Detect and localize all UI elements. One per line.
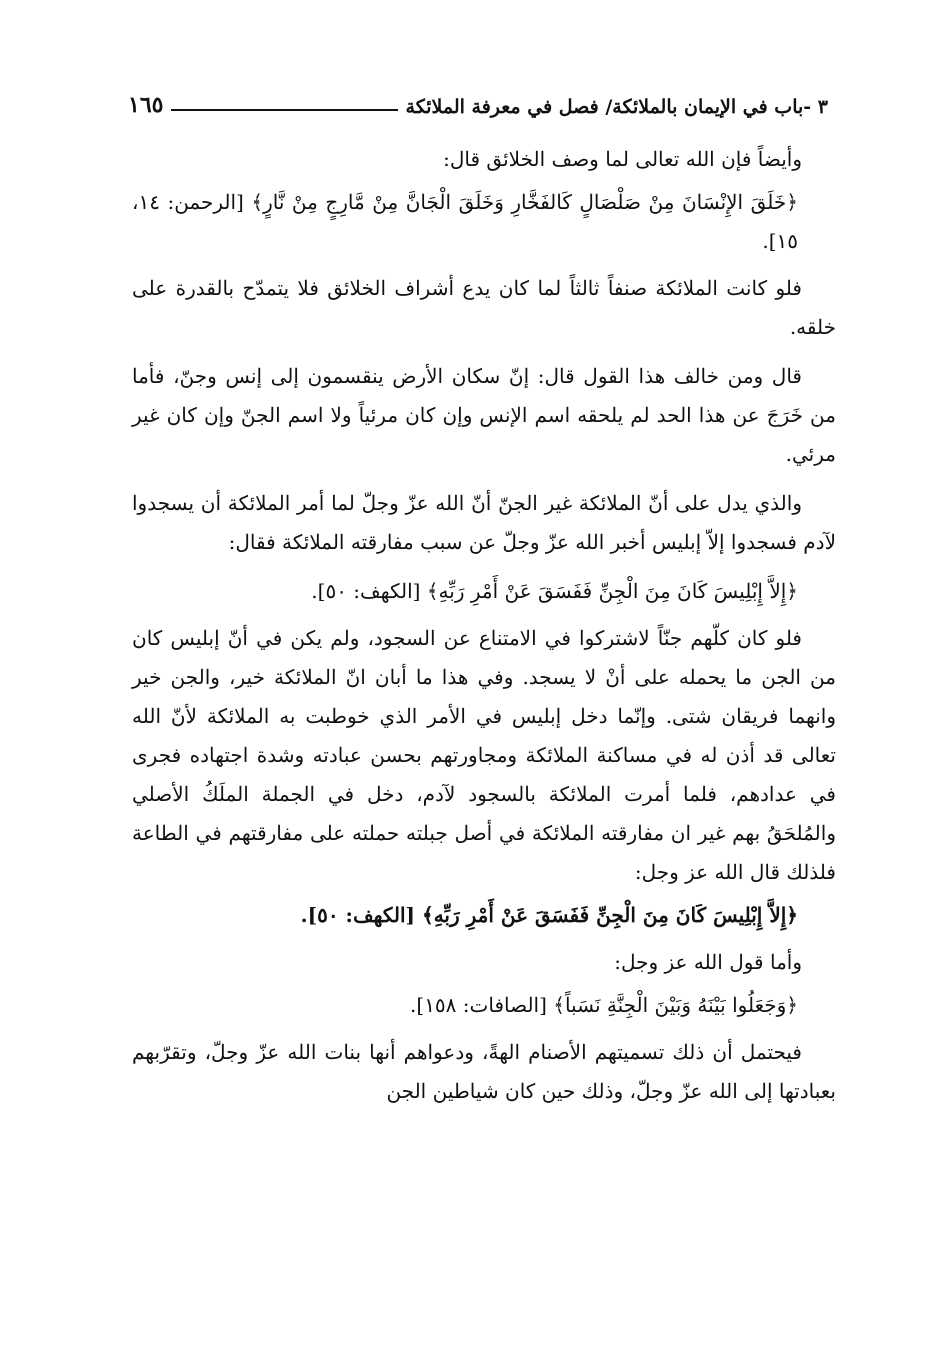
page-number: ١٦٥: [128, 92, 164, 118]
paragraph: قال ومن خالف هذا القول قال: إنّ سكان الأرض ينقسمون إلى إنس وجنّ، فأما من خَرَجَ عن هذا الحد لم يلحقه اسم الإنس وإن كان مرئياً ولا اسم الجنّ وإن كان غير مرئي.: [132, 364, 836, 466]
paragraph: وأيضاً فإن الله تعالى لما وصف الخلائق قال:: [443, 147, 802, 171]
header-rule: [171, 109, 397, 111]
paragraph: فيحتمل أن ذلك تسميتهم الأصنام الهةً، ودعواهم أنها بنات الله عزّ وجلّ، وتقرّبهم بعبادتها إلى الله عزّ وجلّ، وذلك حين كان شياطين الجن: [132, 1040, 836, 1103]
chapter-title: ٣ -باب في الإيمان بالملائكة/ فصل في معرفة الملائكة: [405, 96, 828, 118]
running-header: [128, 78, 828, 118]
quran-verse: ﴿وَجَعَلُوا بَيْنَهُ وَبَيْنَ الْجِنَّةِ نَسَباً﴾ [الصافات: ١٥٨].: [410, 993, 798, 1017]
paragraph: فلو كان كلّهم جنّاً لاشتركوا في الامتناع عن السجود، ولم يكن في أنّ إبليس كان من الجن ما يحمله على أنْ لا يسجد. وفي هذا ما أبان انّ الملائكة خير، والجن خير وانهما فريقان شتى. وإنّما دخل إبليس في الأمر الذي خوطبت به الملائكة لأنّ الله تعالى قد أذن له في مساكنة الملائكة ومجاورتهم بحسن عبادته وشدة اجتهاده فجرى في عدادهم، فلما أمرت الملائكة بالسجود لآدم، دخل في الجملة الملَكُ الأصلي والمُلحَقُ بهم غير ان مفارقته الملائكة في أصل جبلته حملته على مفارقتهم في الطاعة فلذلك قال الله عز وجل:: [132, 626, 836, 884]
quran-verse: ﴿خَلَقَ الإِنْسَانَ مِنْ صَلْصَالٍ كَالفَخَّارِ وَخَلَقَ الْجَانَّ مِنْ مَّارِجٍ مِنْ نَّارٍ﴾ [الرحمن: ١٤، ١٥].: [132, 190, 798, 253]
paragraph: فلو كانت الملائكة صنفاً ثالثاً لما كان يدع أشراف الخلائق فلا يتمدّح بالقدرة على خلقه.: [132, 276, 836, 339]
quran-verse: ﴿إِلاَّ إِبْلِيسَ كَانَ مِنَ الْجِنِّ فَفَسَقَ عَنْ أَمْرِ رَبِّهِ﴾ [الكهف: ٥٠].: [311, 579, 798, 603]
page-body: [132, 140, 836, 1121]
paragraph: وأما قول الله عز وجل:: [614, 950, 802, 974]
quran-verse: ﴿إِلاَّ إِبْلِيسَ كَانَ مِنَ الْجِنِّ فَفَسَقَ عَنْ أَمْرِ رَبِّهِ﴾ [الكهف: ٥٠].: [300, 903, 798, 927]
paragraph: والذي يدل على أنّ الملائكة غير الجنّ أنّ الله عزّ وجلّ لما أمر الملائكة أن يسجدوا لآدم فسجدوا إلاّ إبليس أخبر الله عزّ وجلّ عن سبب مفارقته الملائكة فقال:: [132, 491, 836, 554]
